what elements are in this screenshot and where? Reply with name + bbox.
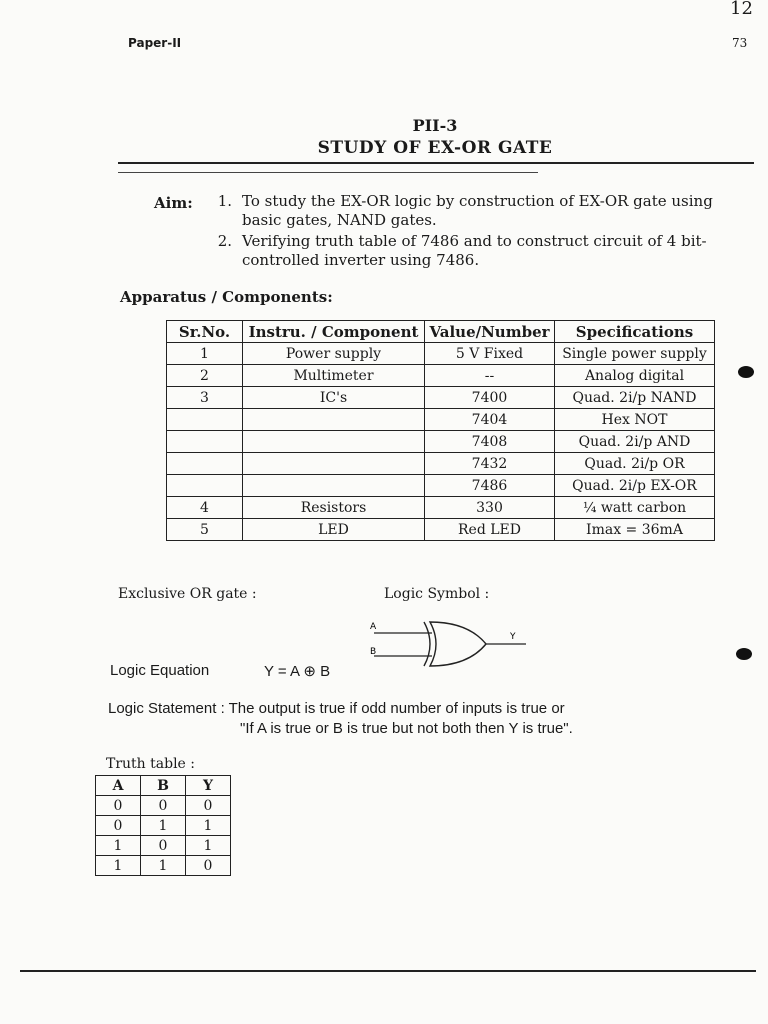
table-row — [167, 343, 715, 365]
column-header: Y — [186, 776, 231, 796]
table-cell: 1 — [96, 856, 141, 876]
table-cell: 330 — [425, 497, 555, 519]
logic-statement-line1: The output is true if odd number of inputs is true or — [228, 700, 565, 717]
table-cell: Imax = 36mA — [555, 519, 715, 541]
table-cell — [243, 475, 425, 497]
table-cell: 1 — [141, 856, 186, 876]
table-row — [167, 431, 715, 453]
table-cell: 0 — [186, 796, 231, 816]
table-row — [167, 365, 715, 387]
table-cell: Red LED — [425, 519, 555, 541]
footer-rule — [20, 970, 756, 972]
aim-item-text: Verifying truth table of 7486 and to construct circuit of 4 bit-controlled inverter using 7486. — [242, 232, 707, 269]
table-cell: 1 — [96, 836, 141, 856]
logic-statement — [108, 700, 565, 717]
table-cell: 0 — [141, 796, 186, 816]
table-cell: 5 — [167, 519, 243, 541]
column-header: Value/Number — [425, 321, 555, 343]
aim-item-text: To study the EX-OR logic by construction of EX-OR gate using basic gates, NAND gates. — [242, 192, 713, 229]
table-cell: Quad. 2i/p NAND — [555, 387, 715, 409]
table-row — [96, 796, 231, 816]
table-cell: Multimeter — [243, 365, 425, 387]
logic-equation: Y = A ⊕ B — [264, 663, 331, 680]
table-cell: -- — [425, 365, 555, 387]
output-y-label: Y — [510, 632, 516, 642]
or-gate-body — [430, 622, 486, 666]
table-cell: 7404 — [425, 409, 555, 431]
table-row — [167, 387, 715, 409]
table-cell: 1 — [186, 816, 231, 836]
table-cell: 0 — [96, 816, 141, 836]
table-cell — [243, 431, 425, 453]
logic-statement-line2: "If A is true or B is true but not both then Y is true". — [240, 720, 573, 737]
table-cell: LED — [243, 519, 425, 541]
table-cell: 2 — [167, 365, 243, 387]
table-row — [96, 816, 231, 836]
table-cell: Quad. 2i/p OR — [555, 453, 715, 475]
logic-equation-label: Logic Equation — [110, 662, 210, 679]
xor-extra-curve — [424, 622, 430, 666]
page-number: 73 — [732, 36, 748, 50]
table-cell: Quad. 2i/p EX-OR — [555, 475, 715, 497]
experiment-code: PII-3 — [412, 116, 458, 135]
experiment-title: STUDY OF EX-OR GATE — [317, 138, 553, 158]
aim-item-number: 2. — [217, 232, 232, 250]
ink-blot-mark — [738, 366, 754, 378]
table-cell: Quad. 2i/p AND — [555, 431, 715, 453]
aim-label: Aim: — [154, 194, 193, 212]
column-header: B — [141, 776, 186, 796]
table-cell — [167, 409, 243, 431]
table-cell: 0 — [96, 796, 141, 816]
input-a-label: A — [370, 622, 377, 632]
column-header: Specifications — [555, 321, 715, 343]
apparatus-heading: Apparatus / Components: — [120, 288, 333, 306]
table-cell: 0 — [186, 856, 231, 876]
xor-section-label: Exclusive OR gate : — [118, 586, 257, 602]
paper-label: Paper-II — [128, 36, 182, 50]
table-cell — [243, 453, 425, 475]
title-rule-thin — [118, 172, 538, 173]
truth-table-label: Truth table : — [106, 756, 196, 772]
logic-symbol-label: Logic Symbol : — [384, 586, 490, 602]
table-cell: Single power supply — [555, 343, 715, 365]
table-cell: 7486 — [425, 475, 555, 497]
logic-statement-label: Logic Statement : — [108, 700, 225, 717]
table-cell — [243, 409, 425, 431]
table-row — [167, 453, 715, 475]
components-table — [166, 320, 715, 541]
table-row — [167, 409, 715, 431]
table-row — [96, 856, 231, 876]
table-cell: 7432 — [425, 453, 555, 475]
table-cell: IC's — [243, 387, 425, 409]
table-cell: 0 — [141, 836, 186, 856]
table-header-row — [96, 776, 231, 796]
table-row — [167, 519, 715, 541]
ink-blot-mark — [736, 648, 752, 660]
table-cell: Resistors — [243, 497, 425, 519]
table-cell — [167, 475, 243, 497]
table-cell: 7408 — [425, 431, 555, 453]
table-cell: 5 V Fixed — [425, 343, 555, 365]
aim-item-number: 1. — [217, 192, 232, 210]
table-cell: Power supply — [243, 343, 425, 365]
xor-gate-symbol — [368, 618, 538, 668]
table-cell: 1 — [141, 816, 186, 836]
table-row — [167, 497, 715, 519]
table-cell: 3 — [167, 387, 243, 409]
truth-table — [95, 775, 231, 876]
table-cell: 7400 — [425, 387, 555, 409]
table-row — [167, 475, 715, 497]
table-cell: 1 — [186, 836, 231, 856]
column-header: A — [96, 776, 141, 796]
table-row — [96, 836, 231, 856]
input-b-label: B — [370, 647, 377, 657]
table-cell: Hex NOT — [555, 409, 715, 431]
table-cell: 1 — [167, 343, 243, 365]
column-header: Sr.No. — [167, 321, 243, 343]
corner-mark: 12 — [730, 0, 753, 19]
table-cell — [167, 431, 243, 453]
title-rule — [118, 162, 754, 164]
table-cell: Analog digital — [555, 365, 715, 387]
table-header-row — [167, 321, 715, 343]
table-cell — [167, 453, 243, 475]
column-header: Instru. / Component — [243, 321, 425, 343]
table-cell: ¼ watt carbon — [555, 497, 715, 519]
table-cell: 4 — [167, 497, 243, 519]
